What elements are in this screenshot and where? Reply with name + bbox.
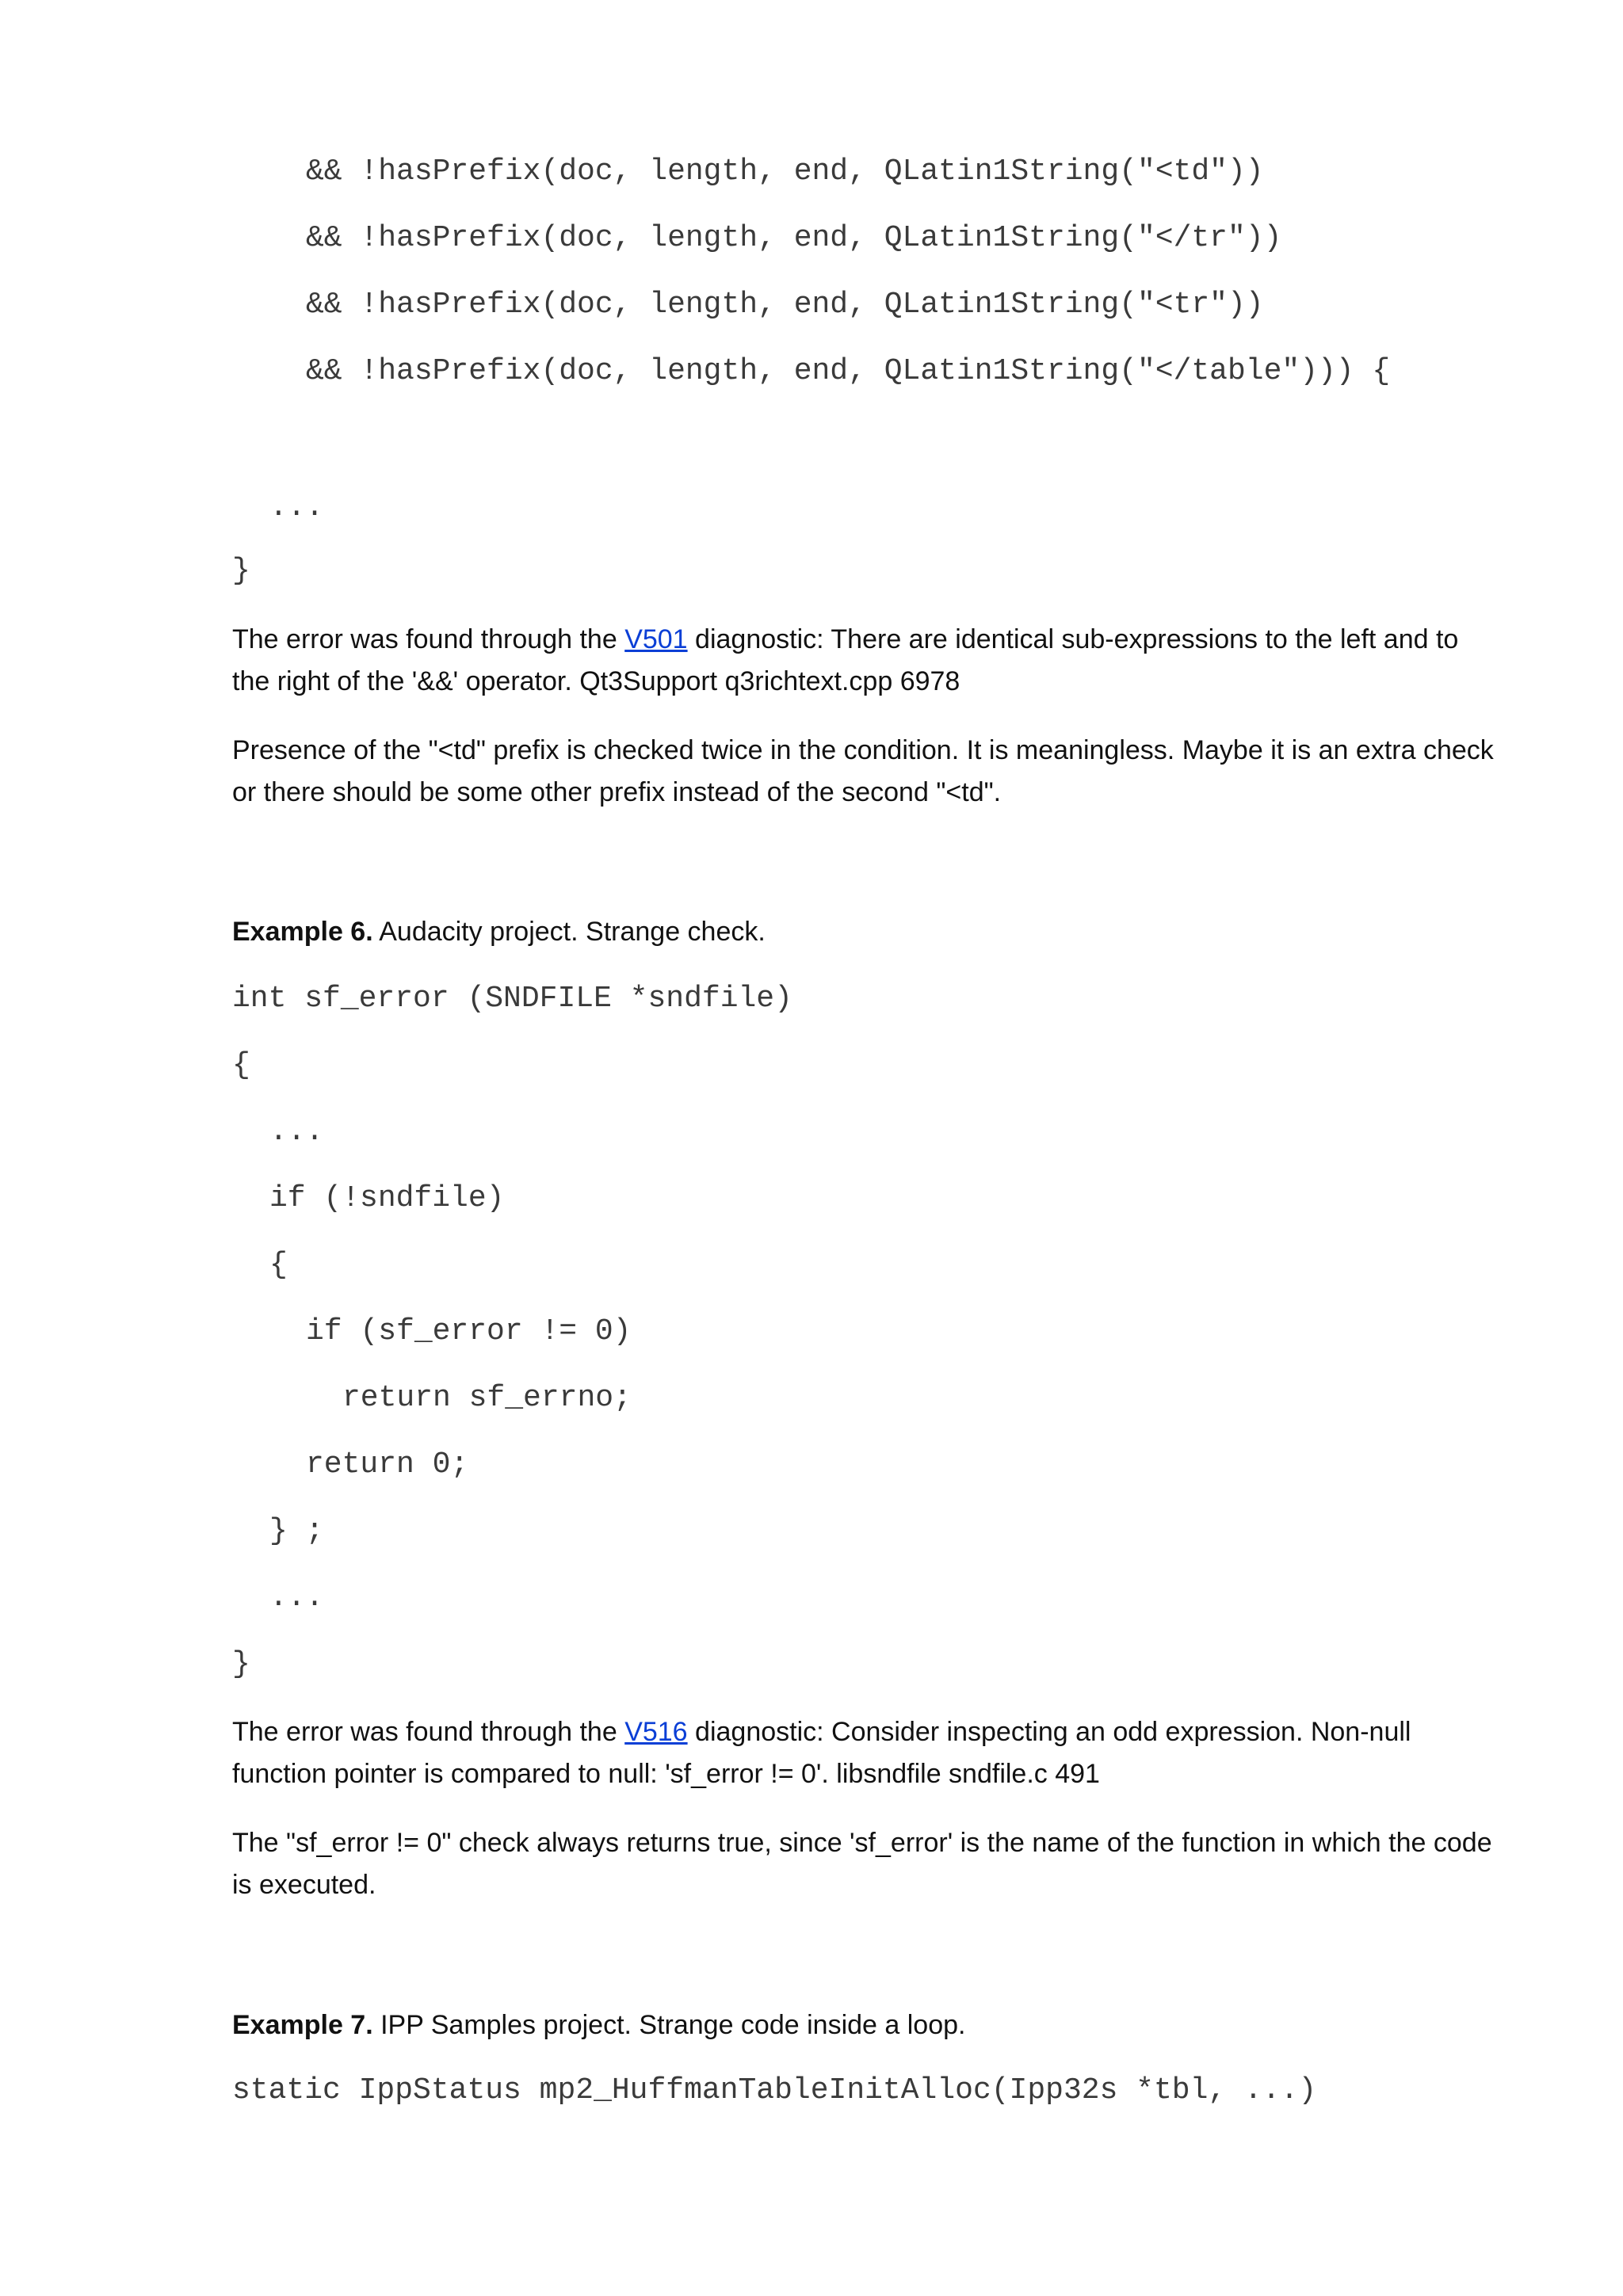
code-line: } — [232, 554, 250, 588]
paragraph-text: diagnostic: Consider inspecting an odd expression. Non-null function pointer is compared to null: 'sf_error != 0'. libsndfile sndfile.c 491 — [232, 1717, 1411, 1789]
paragraph-v516 — [232, 1711, 1500, 1795]
example-text: IPP Samples project. Strange code inside a loop. — [372, 2010, 966, 2040]
example-label: Example 6. — [232, 917, 373, 947]
code-line: && !hasPrefix(doc, length, end, QLatin1String("</table"))) { — [306, 354, 1391, 388]
paragraph-explanation-1: Presence of the "<td" prefix is checked twice in the condition. It is meaningless. Maybe it is an extra check or there should be some other prefix instead of the second "<td". — [232, 735, 1494, 807]
code-line: } ; — [269, 1514, 324, 1548]
v501-link[interactable]: V501 — [624, 624, 688, 654]
v516-link[interactable]: V516 — [624, 1717, 688, 1747]
example-7-heading — [232, 2004, 1500, 2046]
code-line: && !hasPrefix(doc, length, end, QLatin1String("<td")) — [306, 154, 1264, 189]
code-line: if (sf_error != 0) — [306, 1314, 632, 1348]
code-line: if (!sndfile) — [269, 1181, 505, 1215]
paragraph-explanation-2: The "sf_error != 0" check always returns true, since 'sf_error' is the name of the function in which the code is executed. — [232, 1828, 1492, 1900]
code-line: ... — [269, 490, 324, 524]
code-line: { — [232, 1048, 250, 1082]
code-line: return sf_errno; — [342, 1381, 632, 1415]
example-label: Example 7. — [232, 2010, 373, 2040]
code-line: return 0; — [306, 1447, 469, 1482]
example-6-heading — [232, 911, 1500, 953]
code-line: && !hasPrefix(doc, length, end, QLatin1String("</tr")) — [306, 221, 1282, 255]
code-line: } — [232, 1647, 250, 1681]
code-line: { — [269, 1248, 288, 1282]
paragraph-v501 — [232, 619, 1500, 703]
code-line: ... — [269, 1115, 324, 1149]
code-line: int sf_error (SNDFILE *sndfile) — [232, 982, 792, 1016]
code-line: ... — [269, 1581, 324, 1615]
paragraph-text: The error was found through the — [232, 624, 625, 654]
code-line: static IppStatus mp2_HuffmanTableInitAlloc(Ipp32s *tbl, ...) — [232, 2073, 1317, 2107]
code-line: && !hasPrefix(doc, length, end, QLatin1String("<tr")) — [306, 288, 1264, 322]
example-text: Audacity project. Strange check. — [372, 917, 766, 947]
paragraph-text: diagnostic: There are identical sub-expressions to the left and to the right of the '&&' operator. Qt3Support q3richtext.cpp 6978 — [232, 624, 1459, 696]
paragraph-text: The error was found through the — [232, 1717, 625, 1747]
